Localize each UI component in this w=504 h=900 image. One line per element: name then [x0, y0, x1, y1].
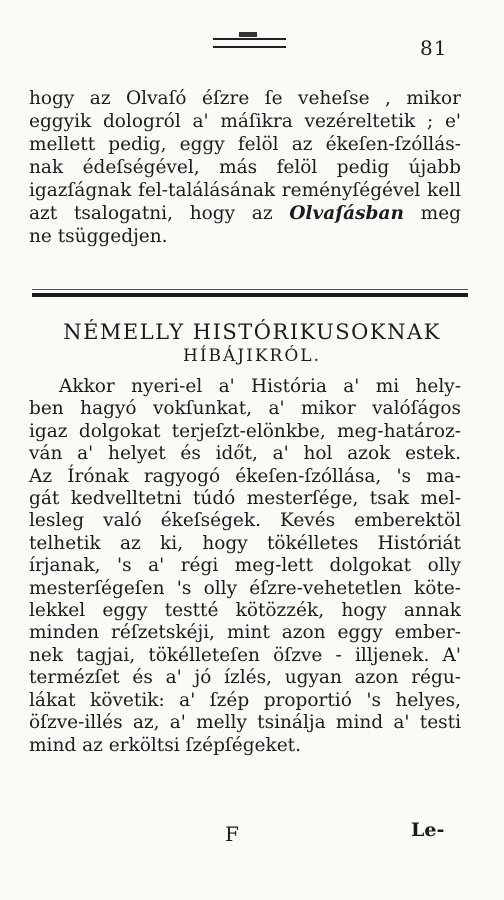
text-line: mind az erköltsi ſzépſégeket.: [29, 734, 301, 756]
text-line: ben hagyó vokſunkat, a' mikor valóſágos: [29, 398, 461, 420]
signature-mark: F: [225, 822, 239, 846]
paragraph-intro: [29, 87, 461, 248]
text-line: öſzve-illés az, a' melly tsinálja mind a' testi: [29, 712, 461, 734]
text-line: Az Írónak ragyogó ékeſen-ſzóllása, 's ma-: [29, 465, 461, 487]
text-line: nek tagjai, tökélleteſen öſzve - illjenek. A': [29, 644, 461, 666]
section-subheading: HÍBÁJIKRÓL.: [183, 346, 321, 366]
section-divider: [32, 293, 468, 297]
text-line-with-italic: [29, 202, 461, 225]
text-line: lekkel eggy testté kötözzék, hogy annak: [29, 600, 461, 622]
text-line: telhetik az ki, hogy tökélletes Históriát: [29, 532, 461, 554]
text-segment: meg: [403, 203, 462, 224]
text-line: Akkor nyeri-el a' História a' mi hely-: [59, 376, 461, 397]
text-line: mesterſégeſen 's olly éſzre-vehetetlen köte-: [29, 577, 461, 599]
text-line: minden réſzetskéji, mint azon eggy ember-: [29, 622, 461, 644]
header-ornament: [213, 38, 286, 48]
text-line: ván a' helyet és időt, a' hol azok estek.: [29, 443, 461, 465]
page-number: 81: [420, 36, 448, 60]
text-line: ne tsüggedjen.: [29, 226, 168, 247]
text-line: lákat követik: a' ſzép proportió 's helyes,: [29, 689, 461, 711]
text-line: lesleg való ékeſségek. Kevés emberektöl: [29, 510, 461, 532]
text-line: igaz dolgokat terjeſzt-elönkbe, meg-határoz-: [29, 420, 461, 442]
text-line: igazſágnak fel-találásának reményſégével kell: [29, 180, 461, 201]
text-segment: azt tsalogatni, hogy az: [29, 203, 290, 224]
text-line: termézſet és a' jó ízlés, ugyan azon régu-: [29, 667, 461, 689]
paragraph-history: [29, 376, 461, 757]
section-heading: NÉMELLY HISTÓRIKUSOKNAK: [63, 320, 441, 344]
text-line: gát kedvelltetni túdó mesterſége, tsak mel-: [29, 488, 461, 510]
text-line: hogy az Olvaſó éſzre ſe veheſse , mikor: [29, 88, 461, 109]
text-line: eggyik dologról a' máſikra vezéreltetik ; e': [29, 111, 461, 132]
text-line: írjanak, 's a' régi meg-lett dolgokat olly: [29, 555, 461, 577]
text-line: nak édeſségével, más felöl pedig újabb: [29, 157, 461, 178]
catchword: Le-: [411, 819, 445, 841]
italic-word: Olvaſásban: [289, 203, 404, 224]
text-line: mellett pedig, eggy felöl az ékeſen-ſzóllás-: [29, 134, 461, 155]
